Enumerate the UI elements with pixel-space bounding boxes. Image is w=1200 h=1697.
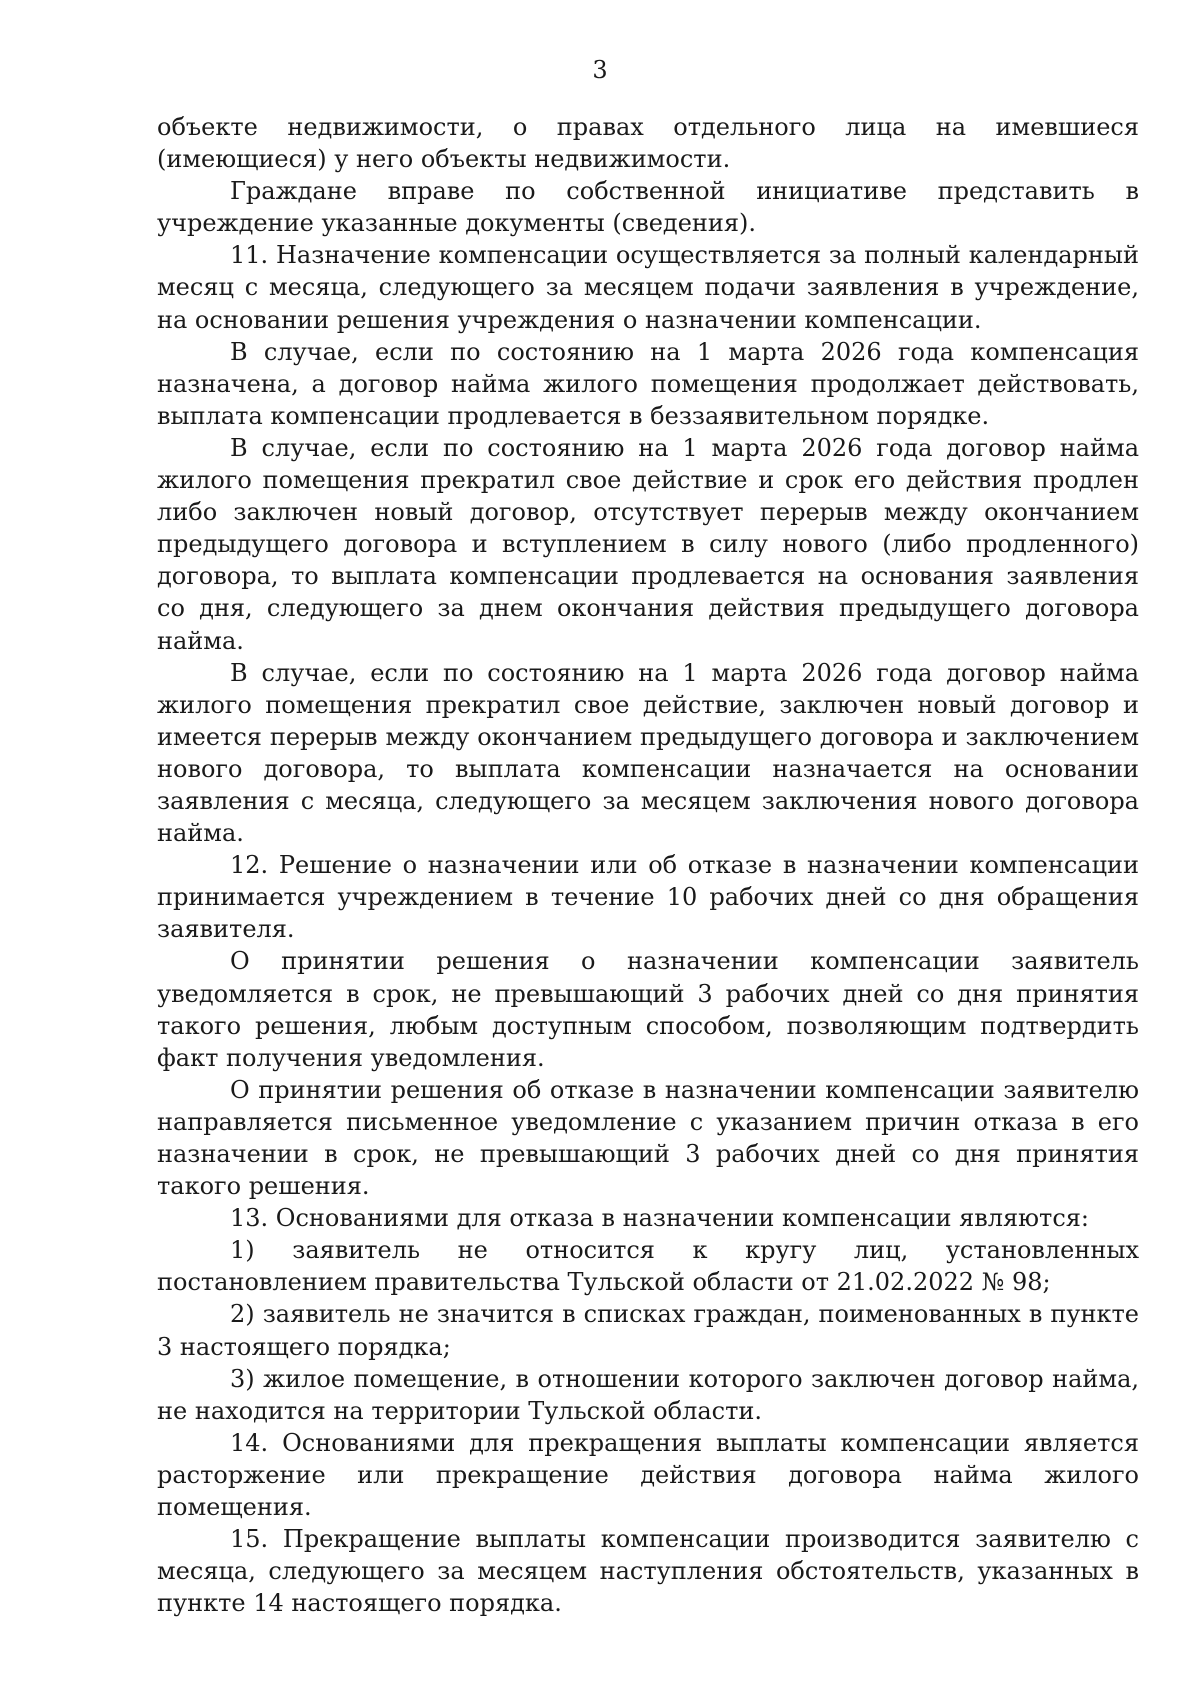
paragraph-item-12: 12. Решение о назначении или об отказе в назначении компенсации принимается учреждением в течение 10 рабочих дней со дня обращения заявителя.: [157, 851, 1139, 944]
paragraph-item-11-case-3: В случае, если по состоянию на 1 марта 2026 года договор найма жилого помещения прекратил свое действие, заключен новый договор и имеется перерыв между окончанием предыдущего договора и заключением нового договора, то выплата компенсации назначается на основании заявления с месяца, следующего за месяцем заключения нового договора найма.: [157, 658, 1139, 848]
document-body: [157, 111, 1139, 1619]
paragraph-item-11-case-2: В случае, если по состоянию на 1 марта 2026 года договор найма жилого помещения прекратил свое действие и срок его действия продлен либо заключен новый договор, отсутствует перерыв между окончанием предыдущего договора и вступлением в силу нового (либо продленного) договора, то выплата компенсации продлевается на основания заявления со дня, следующего за днем окончания действия предыдущего договора найма.: [157, 433, 1139, 655]
paragraph-item-13-sub-3: 3) жилое помещение, в отношении которого заключен договор найма, не находится на территории Тульской области.: [157, 1364, 1139, 1425]
paragraph-item-13-sub-1: 1) заявитель не относится к кругу лиц, установленных постановлением правительства Тульской области от 21.02.2022 № 98;: [157, 1236, 1139, 1297]
paragraph-item-11-case-1: В случае, если по состоянию на 1 марта 2026 года компенсация назначена, а договор найма жилого помещения продолжает действовать, выплата компенсации продлевается в беззаявительном порядке.: [157, 337, 1139, 430]
page-number: 3: [592, 56, 608, 84]
paragraph-continuation: объекте недвижимости, о правах отдельного лица на имевшиеся (имеющиеся) у него объекты недвижимости.: [157, 113, 1139, 174]
paragraph-item-11: 11. Назначение компенсации осуществляется за полный календарный месяц с месяца, следующего за месяцем подачи заявления в учреждение, на основании решения учреждения о назначении компенсации.: [157, 241, 1139, 334]
paragraph-item-12-approval-notice: О принятии решения о назначении компенсации заявитель уведомляется в срок, не превышающий 3 рабочих дней со дня принятия такого решения, любым доступным способом, позволяющим подтвердить факт получения уведомления.: [157, 947, 1139, 1072]
paragraph-item-15: 15. Прекращение выплаты компенсации производится заявителю с месяца, следующего за месяцем наступления обстоятельств, указанных в пункте 14 настоящего порядка.: [157, 1525, 1139, 1618]
paragraph-item-14: 14. Основаниями для прекращения выплаты компенсации является расторжение или прекращение действия договора найма жилого помещения.: [157, 1428, 1139, 1522]
paragraph-item-13-sub-2: 2) заявитель не значится в списках граждан, поименованных в пункте 3 настоящего порядка;: [157, 1300, 1139, 1361]
paragraph-item-12-refusal-notice: О принятии решения об отказе в назначении компенсации заявителю направляется письменное уведомление с указанием причин отказа в его назначении в срок, не превышающий 3 рабочих дней со дня принятия такого решения.: [157, 1075, 1139, 1201]
paragraph-item-13: 13. Основаниями для отказа в назначении компенсации являются:: [230, 1204, 1089, 1233]
paragraph-citizens-right: Граждане вправе по собственной инициативе представить в учреждение указанные документы (сведения).: [157, 177, 1139, 238]
